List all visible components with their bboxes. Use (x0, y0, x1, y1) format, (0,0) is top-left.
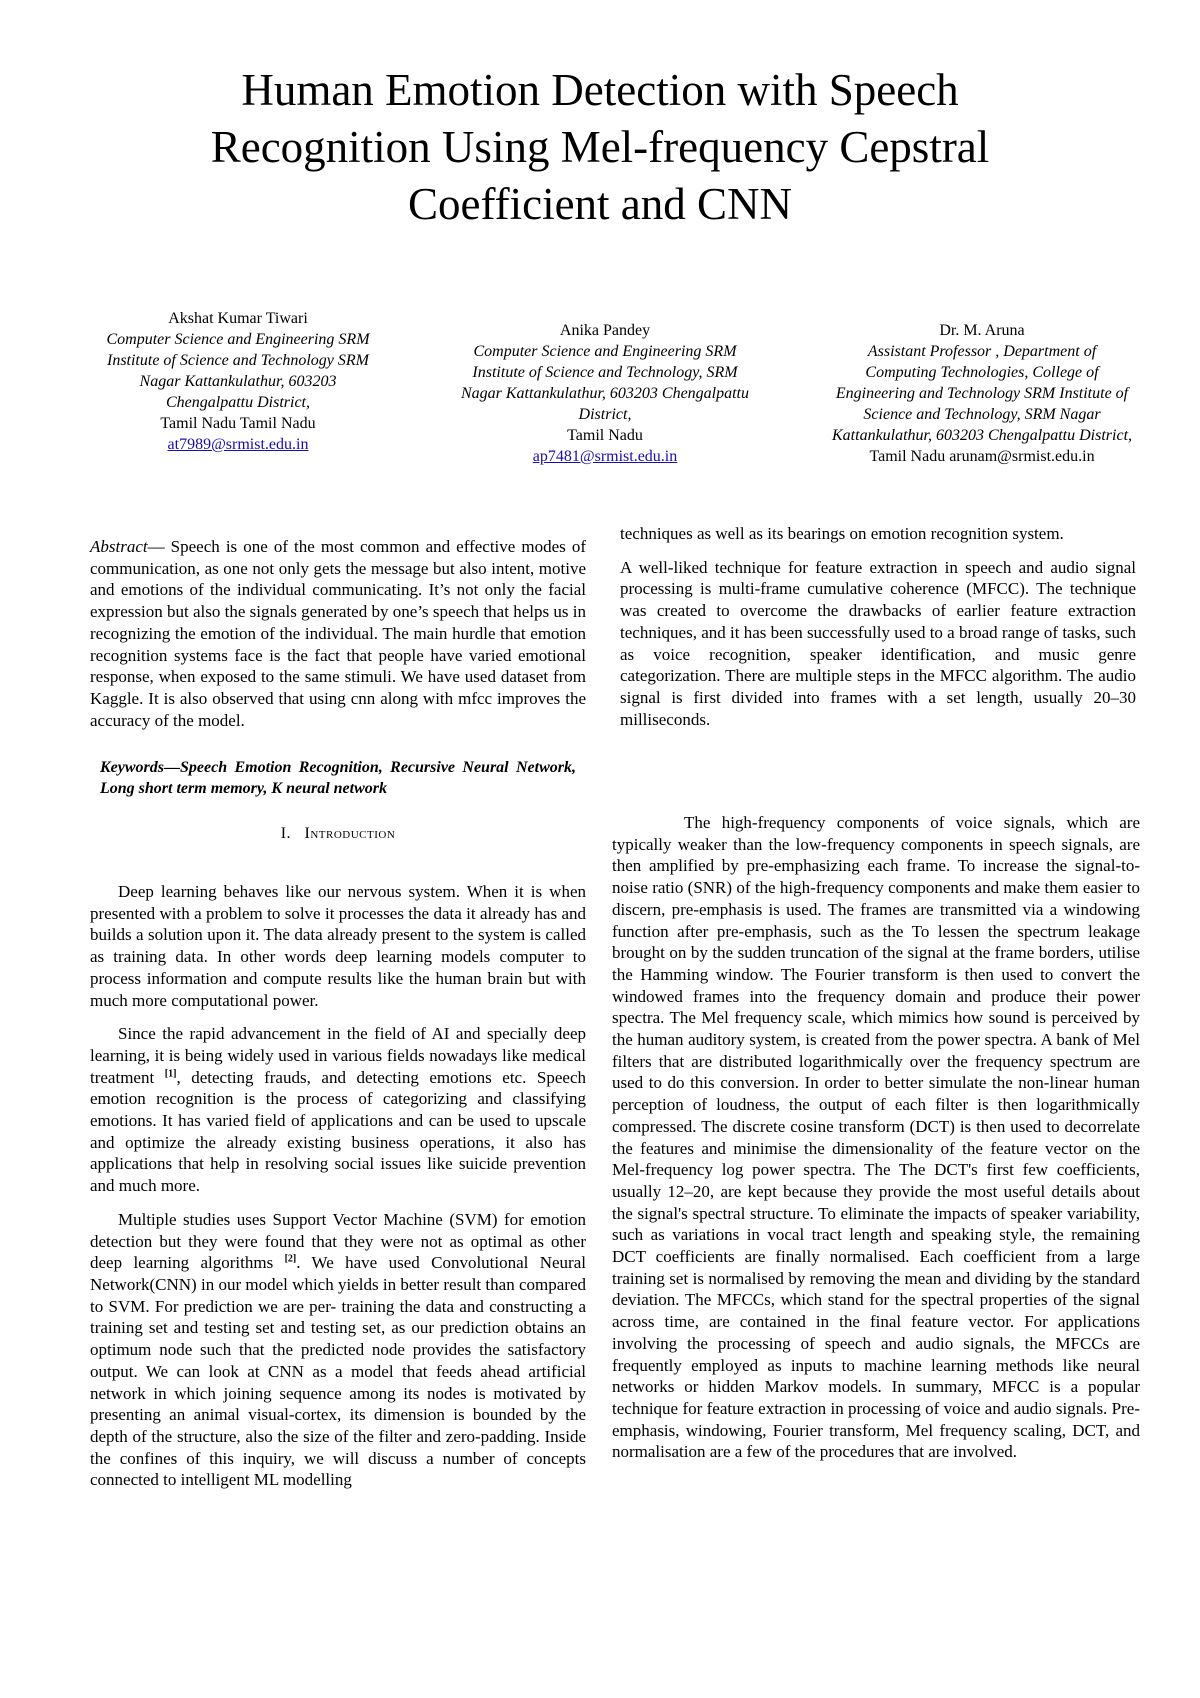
abstract (90, 536, 586, 731)
author-location: Tamil Nadu (567, 427, 643, 444)
body-paragraph: The high-frequency components of voice signals, which are typically weaker than the low-frequency components in speech signals, are then amplified by pre-emphasizing each frame. To increase the signal-to-noise ratio (SNR) of the high-frequency components and make them easier to discern, pre-emphasis is used. The frames are transmitted via a windowing function after pre-emphasis, such as the To lessen the spectrum leakage brought on by the sudden truncation of the signal at the frame borders, utilise the Hamming window. The Fourier transform is then used to convert the windowed frames into the frequency domain and produce their power spectra. The Mel frequency scale, which mimics how sound is perceived by the human auditory system, is created from the power spectra. A bank of Mel filters that are distributed logarithmically over the frequency spectrum are used to do this conversion. In order to better simulate the non-linear human perception of loudness, the output of each filter is then logarithmically compressed. The discrete cosine transform (DCT) is then used to decorrelate the features and minimise the dimensionality of the feature vector on the Mel-frequency log power spectra. The The DCT's first few coefficients, usually 12–20, are kept because they provide the most useful details about the signal's spectral structure. To eliminate the impacts of speaker variability, such as variations in vocal tract length and speaking style, the remaining DCT coefficients are finally normalised. Each coefficient from a large training set is normalised by removing the mean and dividing by the standard deviation. The MFCCs, which stand for the spectral properties of the signal across time, are contained in the final feature vector. For applications involving the processing of speech and audio signals, the MFCCs are frequently employed as inputs to machine learning methods like neural networks or hidden Markov models. In summary, MFCC is a popular technique for feature extraction in processing of voice and audio signals. Pre-emphasis, windowing, Fourier transform, Mel frequency scaling, DCT, and normalisation are a few of the procedures that are involved. (612, 813, 1140, 1462)
intro-paragraph (90, 1209, 586, 1491)
author-location: Tamil Nadu (869, 448, 946, 465)
paragraph-text: , detecting frauds, and detecting emotions etc. Speech emotion recognition is the process of categorizing and classifying emotions. It has varied field of applications and can be used to upscale and optimize the already existing business operations, it also has applications that help in resolving social issues like suicide prevention and much more. (90, 1067, 586, 1196)
author-affiliation: Assistant Professor , Department of Computing Technologies, College of Engineering and Technology SRM Institute of Science and Technology, SRM Nagar Kattankulathur, 603203 Chengalpattu District, (832, 343, 1133, 444)
citation-ref: [2] (284, 1253, 297, 1265)
author-location: Tamil Nadu Tamil Nadu (160, 415, 316, 432)
paragraph-text: Since the rapid advancement in the field of AI and specially deep learning, it is being widely used in various fields nowadays like medical treatment (90, 1024, 586, 1087)
author-email: arunam@srmist.edu.in (949, 448, 1095, 465)
intro-paragraph: Deep learning behaves like our nervous system. When it is when presented with a problem to solve it processes the data it already has and builds a solution upon it. The data already present to the system is called as training data. In other words deep learning models computer to process information and compute results like the human brain but with much more computational power. (90, 882, 586, 1010)
author-email-link[interactable]: at7989@srmist.edu.in (167, 436, 309, 453)
left-column (90, 536, 586, 1491)
author-affiliation: Computer Science and Engineering SRM Institute of Science and Technology SRM Nagar Kattankulathur, 603203 Chengalpattu District, (106, 331, 370, 411)
body-paragraph: A well-liked technique for feature extraction in speech and audio signal processing is multi-frame cumulative coherence (MFCC). The technique was created to overcome the drawbacks of earlier feature extraction techniques, and it has been successfully used to a broad range of tasks, such as voice recognition, speaker identification, and music genre categorization. There are multiple steps in the MFCC algorithm. The audio signal is first divided into frames with a set length, usually 20–30 milliseconds. (620, 557, 1136, 729)
right-column-bottom (612, 812, 1140, 1463)
section-heading (90, 823, 586, 845)
keywords: Keywords—Speech Emotion Recognition, Recursive Neural Network, Long short term memory, K neural network (100, 759, 576, 798)
paragraph-text: Multiple studies uses Support Vector Machine (SVM) for emotion detection but they were found that they were not as optimal as other deep learning algorithms (90, 1209, 586, 1273)
body-paragraph: techniques as well as its bearings on emotion recognition system. (620, 524, 1064, 543)
section-number: I. (280, 825, 292, 843)
abstract-label: Abstract (90, 537, 148, 556)
author-name: Anika Pandey (559, 322, 651, 339)
author-name: Dr. M. Aruna (939, 322, 1025, 339)
author-email-link[interactable]: ap7481@srmist.edu.in (532, 448, 678, 465)
paper-title: Human Emotion Detection with Speech Recognition Using Mel-frequency Cepstral Coefficient and CNN (210, 65, 990, 229)
paragraph-text: . We have used Convolutional Neural Network(CNN) in our model which yields in better result than compared to SVM. For prediction we are per- training the data and constructing a training set and testing set and testing set, as our prediction obtains an optimum node such that the predicted node provides the satisfactory output. We can look at CNN as a model that feeds ahead artificial network in which joining sequence among its nodes is motivated by presenting an animal visual-cortex, its dimension is bounded by the depth of the structure, also the size of the filter and zero-padding. Inside the confines of this inquiry, we will discuss a number of concepts connected to intelligent ML modelling (90, 1253, 586, 1490)
citation-ref: [1] (164, 1068, 177, 1079)
right-column-top (620, 523, 1136, 730)
intro-paragraph (90, 1023, 586, 1197)
author-name: Akshat Kumar Tiwari (168, 310, 308, 327)
author-block (832, 320, 1132, 467)
author-block (460, 320, 750, 467)
section-title: Introduction (304, 825, 396, 843)
author-block (98, 308, 378, 455)
author-affiliation: Computer Science and Engineering SRM Institute of Science and Technology, SRM Nagar Kattankulathur, 603203 Chengalpattu District, (460, 343, 749, 423)
abstract-text: — Speech is one of the most common and effective modes of communication, as one not only gets the message but also intent, motive and emotions of the individual communicating. It’s not only the facial expression but also the signals generated by one’s speech that helps us in recognizing the emotion of the individual. The main hurdle that emotion recognition systems face is the fact that people have varied emotional response, when exposed to the same stimuli. We have used dataset from Kaggle. It is also observed that using cnn along with mfcc improves the accuracy of the model. (90, 537, 586, 730)
